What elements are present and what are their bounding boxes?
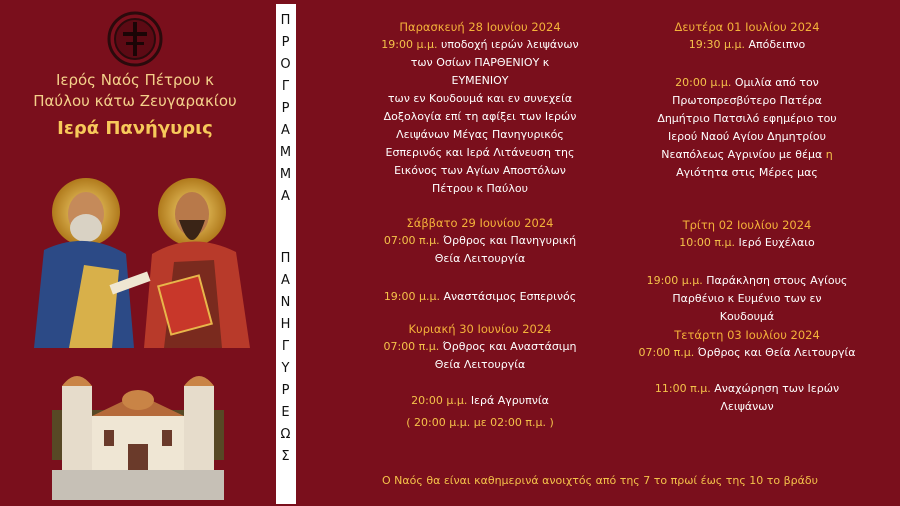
tuesday-title: Τρίτη 02 Ιουλίου 2024 [682, 218, 812, 232]
vertical-letter: Α [281, 189, 291, 204]
tuesday-event-2: 19:00 μ.μ. Παράκληση στους Αγίους [646, 274, 848, 287]
sunday-vigil-hours: ( 20:00 μ.μ. με 02:00 π.μ. ) [406, 416, 554, 429]
monday-line: Ιερού Ναού Αγίου Δημητρίου [667, 130, 827, 143]
title-line-3: Ιερά Πανήγυρις [57, 118, 213, 139]
vertical-letter: Ρ [281, 35, 291, 50]
wednesday-line: Λειψάνων [720, 400, 774, 413]
vertical-title-word-2 [276, 248, 296, 468]
vertical-letter: Σ [281, 449, 291, 464]
tuesday-event-1: 10:00 π.μ. Ιερό Ευχέλαιο [679, 236, 815, 249]
monday-line: Δημήτριο Πατσιλό εφημέριο του [657, 112, 837, 125]
vertical-letter: Γ [281, 339, 291, 354]
title-line-2: Παύλου κάτω Ζευγαρακίου [33, 92, 237, 110]
saturday-line: Θεία Λειτουργία [434, 252, 526, 265]
sunday-event-2: 20:00 μ.μ. Ιερά Αγρυπνία [411, 394, 549, 407]
vertical-letter: Π [280, 251, 292, 266]
vertical-letter: Ε [281, 405, 291, 420]
vertical-letter: Ο [280, 57, 292, 72]
tuesday-line: Παρθένιο κ Ευμένιο των εν [672, 292, 822, 305]
friday-line: Δοξολογία επί τη αφίξει των Ιερών [383, 110, 577, 123]
vertical-letter: Ν [280, 295, 292, 310]
vertical-letter: Γ [281, 79, 291, 94]
monday-line: Αγιότητα στις Μέρες μας [676, 166, 818, 179]
sunday-event-1: 07:00 π.μ. Όρθρος και Αναστάσιμη [383, 340, 577, 353]
vertical-letter: Ρ [281, 383, 291, 398]
saturday-event-2: 19:00 μ.μ. Αναστάσιμος Εσπερινός [383, 290, 577, 303]
sunday-line: Θεία Λειτουργία [434, 358, 526, 371]
monday-title: Δευτέρα 01 Ιουλίου 2024 [674, 20, 820, 34]
vertical-letter: Π [280, 13, 292, 28]
vertical-title-bar [276, 4, 296, 504]
schedule-column-left [330, 18, 630, 432]
friday-line: Εσπερινός και Ιερά Λιτάνευση της [385, 146, 575, 159]
friday-line: Πέτρου κ Παύλου [432, 182, 528, 195]
vertical-letter: Μ [279, 145, 293, 160]
monday-line: Πρωτοπρεσβύτερο Πατέρα [672, 94, 822, 107]
title-line-1: Ιερός Ναός Πέτρου κ [55, 71, 215, 89]
monday-event-1: 19:30 μ.μ. Απόδειπνο [688, 38, 806, 51]
saints-icon-image [14, 170, 262, 348]
vertical-letter: Η [280, 317, 292, 332]
friday-title: Παρασκευή 28 Ιουνίου 2024 [399, 20, 561, 34]
vertical-letter: Α [281, 123, 291, 138]
opening-hours-note: Ο Ναός θα είναι καθημερινά ανοιχτός από της 7 το πρωί έως της 10 το βράδυ [382, 474, 818, 487]
wednesday-event-1: 07:00 π.μ. Όρθρος και Θεία Λειτουργία [638, 346, 856, 359]
vertical-title-word-1 [276, 10, 296, 208]
vertical-letter: Ρ [281, 101, 291, 116]
monday-line: Νεαπόλεως Αγρινίου με θέμα η [661, 148, 833, 161]
friday-line: των εν Κουδουμά και εν συνεχεία [387, 92, 573, 105]
friday-line: Λειψάνων Μέγας Πανηγυρικός [396, 128, 564, 141]
friday-line: των Οσίων ΠΑΡΘΕΝΙΟΥ κ [410, 56, 550, 69]
left-panel [0, 0, 270, 506]
vertical-letter: Μ [279, 167, 293, 182]
friday-line: Εικόνος των Αγίων Αποστόλων [394, 164, 566, 177]
vertical-letter: Ω [280, 427, 292, 442]
tuesday-line: Κουδουμά [719, 310, 775, 323]
saturday-title: Σάββατο 29 Ιουνίου 2024 [406, 216, 554, 230]
wednesday-title: Τετάρτη 03 Ιουλίου 2024 [674, 328, 820, 342]
wednesday-event-2: 11:00 π.μ. Αναχώρηση των Ιερών [654, 382, 840, 395]
cross-emblem-icon [104, 10, 166, 68]
saturday-event-1: 07:00 π.μ. Όρθρος και Πανηγυρική [383, 234, 577, 247]
vertical-letter: Υ [281, 361, 291, 376]
schedule-column-right [612, 18, 882, 416]
friday-event-1: 19:00 μ.μ. υποδοχή ιερών λειψάνων [381, 38, 579, 51]
vertical-letter: Α [281, 273, 291, 288]
friday-line: ΕΥΜΕΝΙΟΥ [451, 74, 509, 87]
monday-event-2: 20:00 μ.μ. Ομιλία από τον [675, 76, 819, 89]
church-title [0, 70, 270, 146]
sunday-title: Κυριακή 30 Ιουνίου 2024 [408, 322, 552, 336]
church-building-image [52, 350, 224, 500]
